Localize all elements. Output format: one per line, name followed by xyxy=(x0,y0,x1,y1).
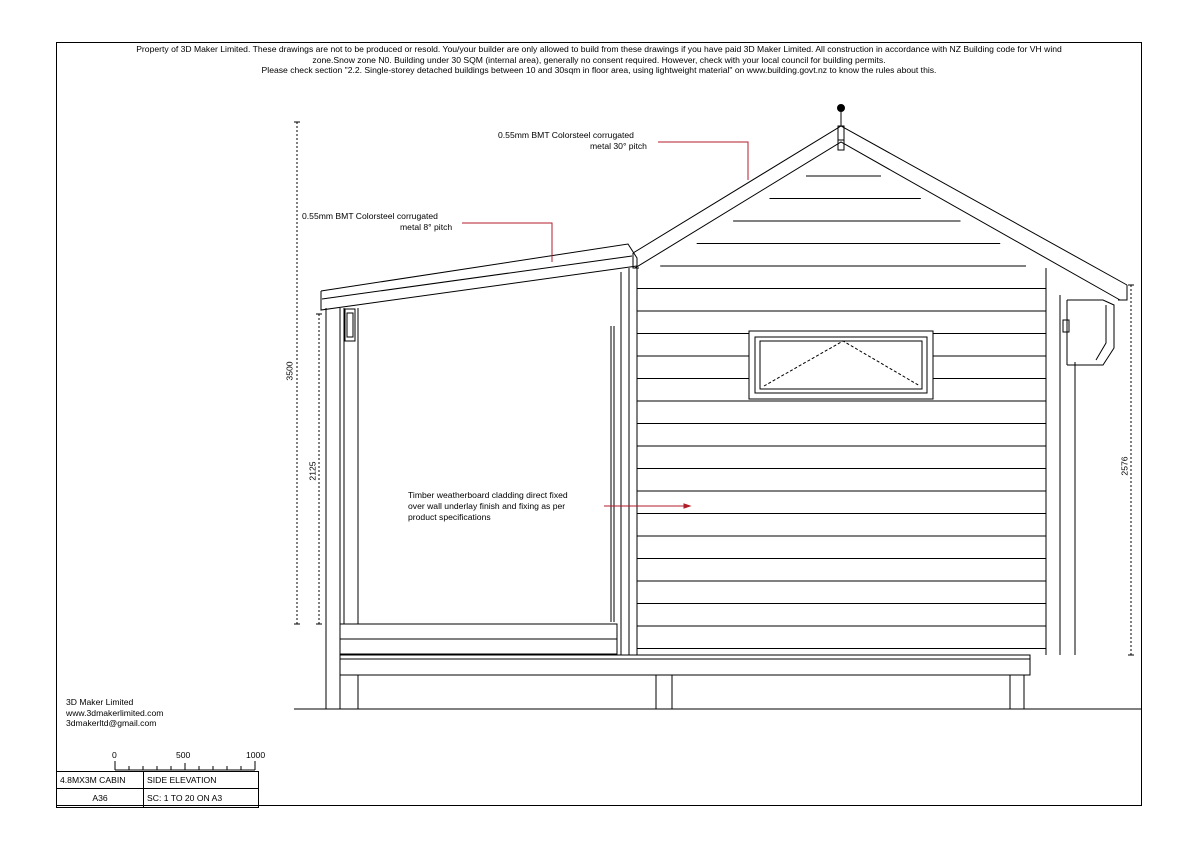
cladding-note-1: Timber weatherboard cladding direct fixed xyxy=(408,490,568,500)
notice-line-2: zone.Snow zone N0. Building under 30 SQM (internal area), generally no consent required. However, check with your local council for building permits. xyxy=(312,54,886,65)
lean-roof-note-1: 0.55mm BMT Colorsteel corrugated xyxy=(302,211,438,221)
cladding-note-3: product specifications xyxy=(408,512,491,522)
scale-label-1000: 1000 xyxy=(246,750,266,760)
notice-line-3: Please check section "2.2. Single-storey detached buildings between 10 and 30sqm in floor area, using lightweight material" on www.building.govt.nz to know the rules about this. xyxy=(261,65,937,75)
dimension-wall-height: 2576 xyxy=(1119,456,1130,476)
cladding-note-2: over wall underlay finish and fixing as per xyxy=(408,501,566,511)
scale-label-500: 500 xyxy=(176,750,191,760)
scale-label-0: 0 xyxy=(112,750,117,760)
lean-roof-note-2: metal 8° pitch xyxy=(400,222,453,232)
company-name: 3D Maker Limited xyxy=(66,697,134,707)
title-project: 4.8MX3M CABIN xyxy=(57,772,144,789)
title-block xyxy=(56,771,259,808)
dimension-deck-height: 2125 xyxy=(307,461,318,481)
company-email: 3dmakerltd@gmail.com xyxy=(66,718,157,728)
title-sheet-number: A36 xyxy=(57,789,144,808)
title-scale: SC: 1 TO 20 ON A3 xyxy=(144,789,259,808)
main-roof-note-2: metal 30° pitch xyxy=(590,141,647,151)
dimension-overall-height: 3500 xyxy=(284,361,295,381)
main-roof-note-1: 0.55mm BMT Colorsteel corrugated xyxy=(498,130,634,140)
title-view: SIDE ELEVATION xyxy=(144,772,259,789)
company-website: www.3dmakerlimited.com xyxy=(66,707,164,718)
notice-line-1: Property of 3D Maker Limited. These drawings are not to be produced or resold. You/your builder are only allowed to build from these drawings if you have paid 3D Maker Limited. All construction in accordance with NZ Building code for VH wind xyxy=(136,44,1062,54)
